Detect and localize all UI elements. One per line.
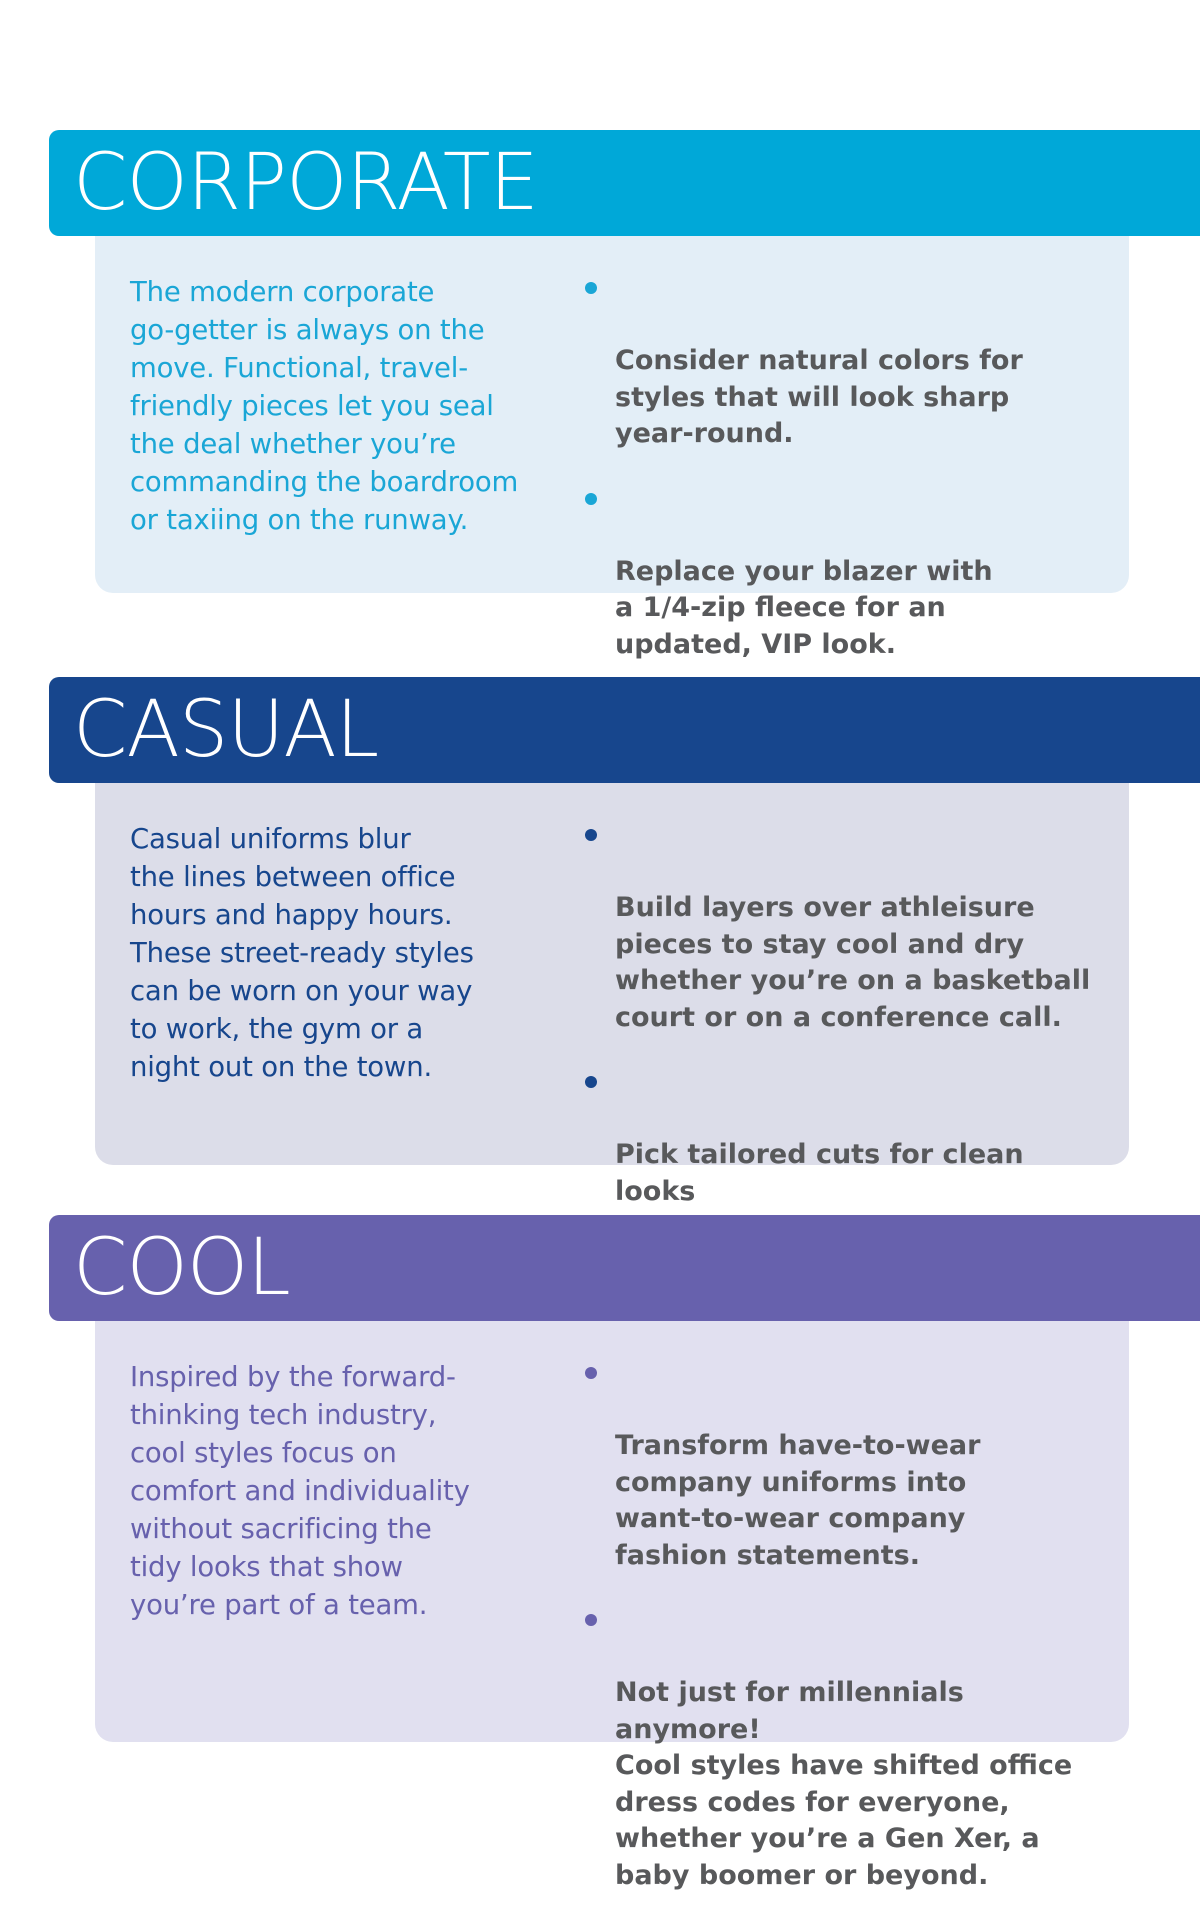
bullet-list [580,270,1110,691]
section-intro-text: Casual uniforms blur the lines between office hours and happy hours. These street-ready styles can be worn on your way to work, the gym or a night out on the town. [130,823,474,1083]
section-header-bar [49,130,1200,236]
bullet-text: Build layers over athleisure pieces to stay cool and dry whether you’re on a basketball court or on a conference call. [615,892,1091,1033]
bullet-dot-icon [585,829,597,841]
bullet-text: Pick tailored cuts for clean looks [615,1139,1024,1207]
bullet-dot-icon [585,1367,597,1379]
section-content-box [95,783,1129,1207]
section-title: CASUAL [73,685,379,775]
bullet-text: Not just for millennials anymore! Cool styles have shifted office dress codes for everyone, whether you’re a Gen Xer, a baby boomer or beyond. [615,1677,1073,1891]
section-intro-text: Inspired by the forward- thinking tech industry, cool styles focus on comfort and individuality without sacrificing the tidy looks that show you’re part of a team. [130,1361,470,1621]
section-title: CORPORATE [73,138,538,228]
bullet-text: Replace your blazer with a 1/4-zip fleece for an updated, VIP look. [615,555,993,660]
bullet-text: Consider natural colors for styles that will look sharp year-round. [615,345,1023,449]
bullet-item [580,481,1110,664]
bullet-dot-icon [585,1076,597,1088]
bullet-text: Transform have-to-wear company uniforms into want-to-wear company fashion statements. [615,1430,981,1571]
bullet-item [580,1355,1110,1574]
section-intro-text: The modern corporate go-getter is always on the move. Functional, travel- friendly pieces let you seal the deal whether you’re commanding the boardroom or taxiing on the runway. [130,276,519,536]
bullet-list [580,1355,1110,1922]
section-header-bar [49,1215,1200,1321]
section-header-bar [49,677,1200,783]
bullet-list [580,817,1110,1275]
section-content-box [95,236,1129,660]
bullet-dot-icon [585,1614,597,1626]
bullet-item [580,270,1110,453]
bullet-item [580,1602,1110,1894]
bullet-dot-icon [585,282,597,294]
section-title: COOL [73,1223,290,1313]
bullet-item [580,817,1110,1036]
bullet-dot-icon [585,493,597,505]
section-content-box [95,1321,1129,1891]
